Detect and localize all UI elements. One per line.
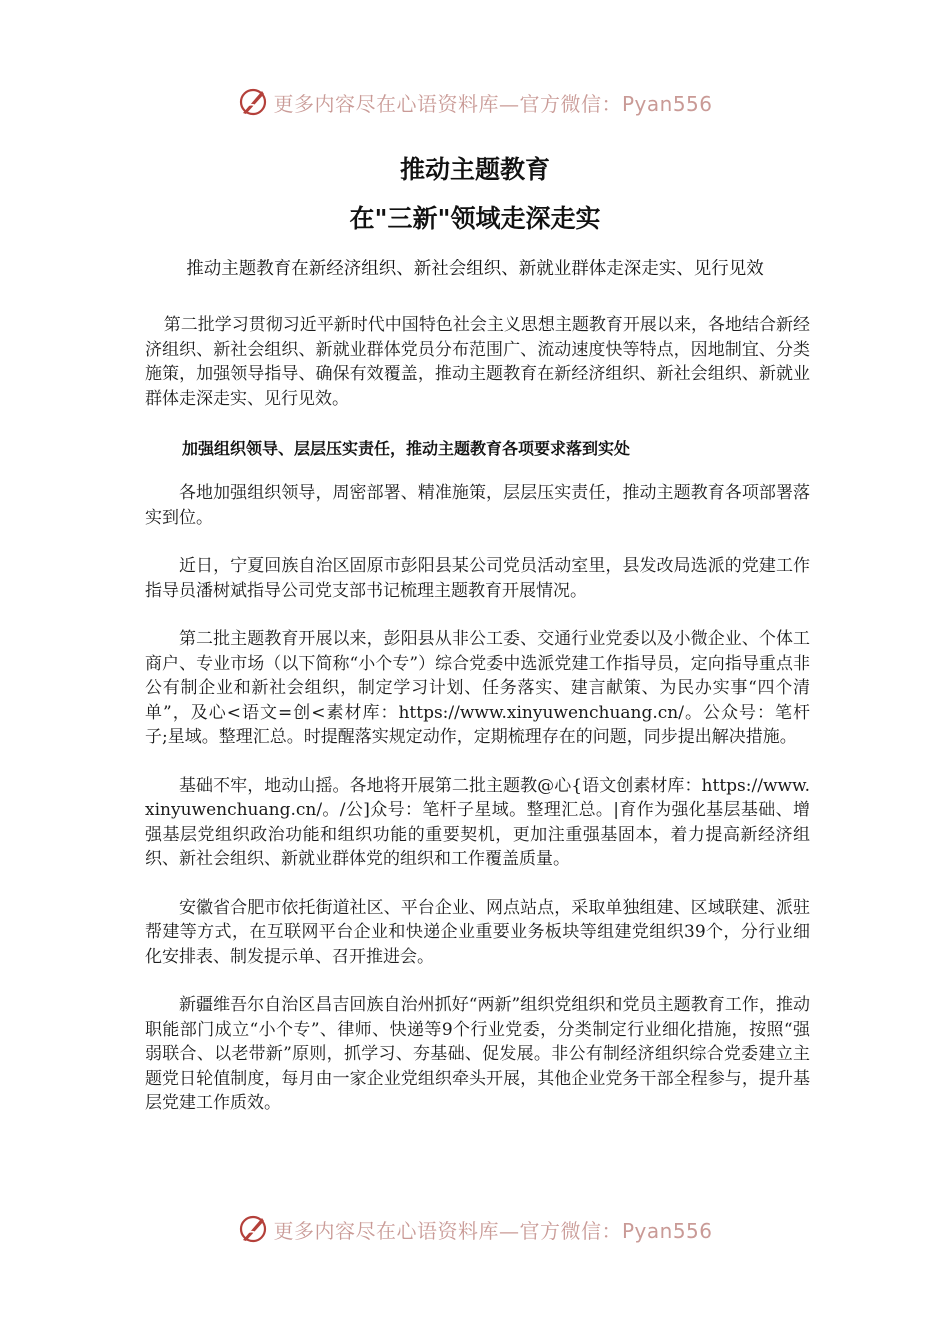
quill-logo-icon	[237, 86, 269, 118]
page-title-line1: 推动主题教育	[399, 155, 550, 184]
article-body	[145, 313, 810, 1116]
section-heading: 加强组织领导、层层压实责任，推动主题教育各项要求落到实处	[182, 439, 631, 458]
body-paragraph-3: 第二批主题教育开展以来，彭阳县从非公工委、交通行业党委以及小微企业、个体工商户、专业市场（以下简称“小个专”）综合党委中选派党建工作指导员，定向指导重点非公有制企业和新社会组织，制定学习计划、任务落实、建言献策、为民办实事“四个清单”，及心<语文=创<素材库：https://www.xinyuwenchuang.cn/。公众号：笔杆子;星域。整理汇总。时提醒落实规定动作，定期梳理存在的问题，同步提出解决措施。	[145, 629, 810, 747]
watermark-banner-top	[0, 84, 950, 120]
quill-logo-icon	[237, 1213, 269, 1245]
watermark-banner-bottom	[0, 1211, 950, 1247]
body-paragraph-6: 新疆维吾尔自治区昌吉回族自治州抓好“两新”组织党组织和党员主题教育工作，推动职能部门成立“小个专”、律师、快递等9个行业党委，分类制定行业细化措施，按照“强弱联合、以老带新”原则，抓学习、夯基础、促发展。非公有制经济组织综合党委建立主题党日轮值制度，每月由一家企业党组织牵头开展，其他企业党务干部全程参与，提升基层党建工作质效。	[145, 995, 810, 1113]
body-paragraph-4: 基础不牢，地动山摇。各地将开展第二批主题教@心{语文创素材库：https://www.xinyuwenchuang.cn/。/公]众号：笔杆子星域。整理汇总。|育作为强化基层基础、增强基层党组织政治功能和组织功能的重要契机，更加注重强基固本，着力提高新经济组织、新社会组织、新就业群体党的组织和工作覆盖质量。	[145, 775, 810, 869]
watermark-text: 更多内容尽在心语资料库—官方微信：Pyan556	[273, 91, 713, 116]
body-paragraph-5: 安徽省合肥市依托街道社区、平台企业、网点站点，采取单独组建、区域联建、派驻帮建等方式，在互联网平台企业和快递企业重要业务板块等组建党组织39个，分行业细化安排表、制发提示单、召开推进会。	[145, 897, 810, 967]
page-title-line2: 在"三新"领域走深走实	[349, 204, 601, 233]
page-subtitle: 推动主题教育在新经济组织、新社会组织、新就业群体走深走实、见行见效	[186, 259, 764, 279]
body-paragraph-2: 近日，宁夏回族自治区固原市彭阳县某公司党员活动室里，县发改局选派的党建工作指导员潘树斌指导公司党支部书记梳理主题教育开展情况。	[145, 556, 810, 601]
watermark-text: 更多内容尽在心语资料库—官方微信：Pyan556	[273, 1218, 713, 1243]
body-paragraph-1: 各地加强组织领导，周密部署、精准施策，层层压实责任，推动主题教育各项部署落实到位。	[145, 483, 810, 528]
intro-paragraph: 第二批学习贯彻习近平新时代中国特色社会主义思想主题教育开展以来，各地结合新经济组织、新社会组织、新就业群体党员分布范围广、流动速度快等特点，因地制宜、分类施策，加强领导指导、确保有效覆盖，推动主题教育在新经济组织、新社会组织、新就业群体走深走实、见行见效。	[145, 315, 810, 409]
